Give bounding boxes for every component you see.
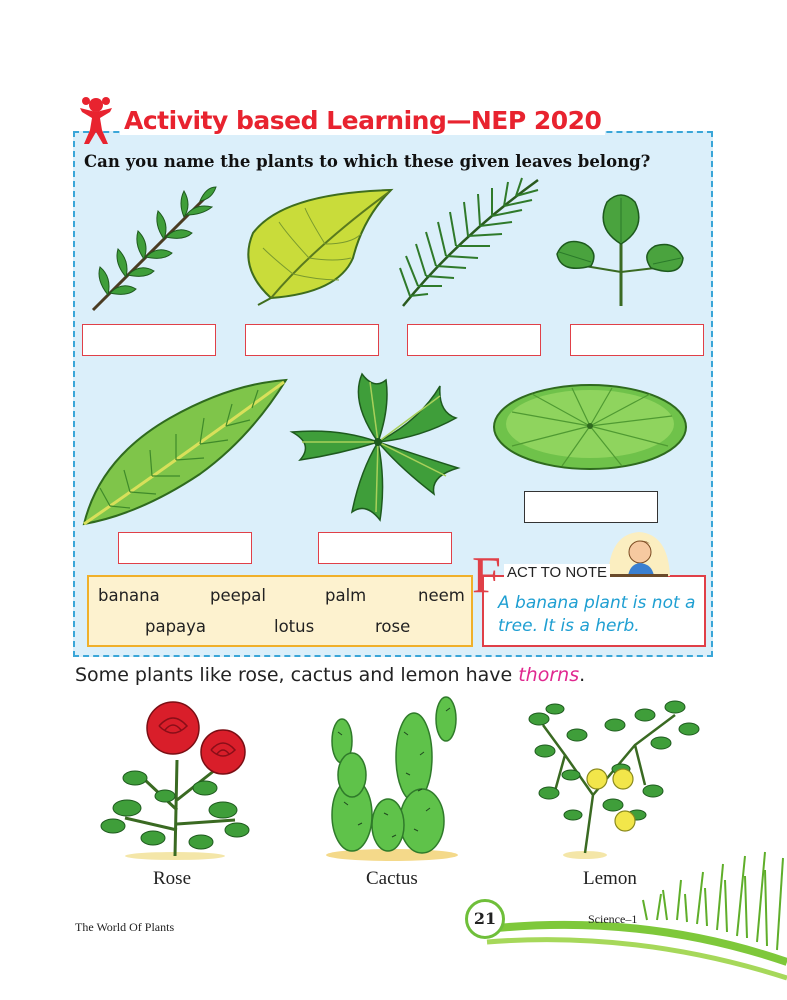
answer-box-5[interactable]	[118, 532, 252, 564]
rose-plant-image	[95, 700, 255, 860]
thorns-highlight: thorns	[518, 664, 580, 686]
papaya-leaf-image	[290, 372, 460, 522]
banana-leaf-image	[80, 378, 290, 528]
footer-subject: Science–1	[588, 912, 638, 926]
word-bank-item: banana	[98, 586, 160, 605]
lotus-leaf-image	[492, 382, 688, 472]
fact-title: ACT TO NOTE	[504, 564, 610, 581]
caption-rose: Rose	[153, 868, 191, 889]
thorns-sentence	[75, 664, 585, 686]
answer-box-4[interactable]	[570, 324, 704, 356]
word-bank-item: palm	[325, 586, 367, 605]
word-bank-item: rose	[375, 617, 411, 636]
peepal-leaf-image	[243, 188, 393, 308]
neem-leaf-image	[88, 185, 218, 315]
word-bank-item: neem	[418, 586, 465, 605]
page-number: 21	[465, 899, 505, 939]
sentence-end: .	[579, 664, 586, 686]
sentence-text: Some plants like rose, cactus and lemon have	[75, 664, 519, 686]
answer-box-3[interactable]	[407, 324, 541, 356]
cactus-plant-image	[322, 695, 462, 860]
caption-cactus: Cactus	[366, 868, 418, 889]
child-mascot-icon	[74, 96, 118, 146]
answer-box-2[interactable]	[245, 324, 379, 356]
fact-title-initial: F	[472, 547, 501, 604]
answer-box-1[interactable]	[82, 324, 216, 356]
rose-leaf-image	[555, 188, 685, 308]
fact-text: A banana plant is not a tree. It is a herb.	[498, 593, 696, 636]
palm-leaf-image	[398, 178, 543, 308]
thinking-boy-icon	[606, 530, 672, 578]
question-text: Can you name the plants to which these given leaves belong?	[84, 152, 651, 171]
word-bank-item: peepal	[210, 586, 266, 605]
activity-heading: Activity based Learning—NEP 2020	[120, 106, 605, 135]
footer-chapter-title: The World Of Plants	[75, 920, 175, 934]
word-bank-item: lotus	[274, 617, 315, 636]
lemon-plant-image	[525, 695, 705, 860]
answer-box-7[interactable]	[524, 491, 658, 523]
word-bank-item: papaya	[145, 617, 207, 636]
caption-lemon: Lemon	[583, 868, 637, 889]
answer-box-6[interactable]	[318, 532, 452, 564]
